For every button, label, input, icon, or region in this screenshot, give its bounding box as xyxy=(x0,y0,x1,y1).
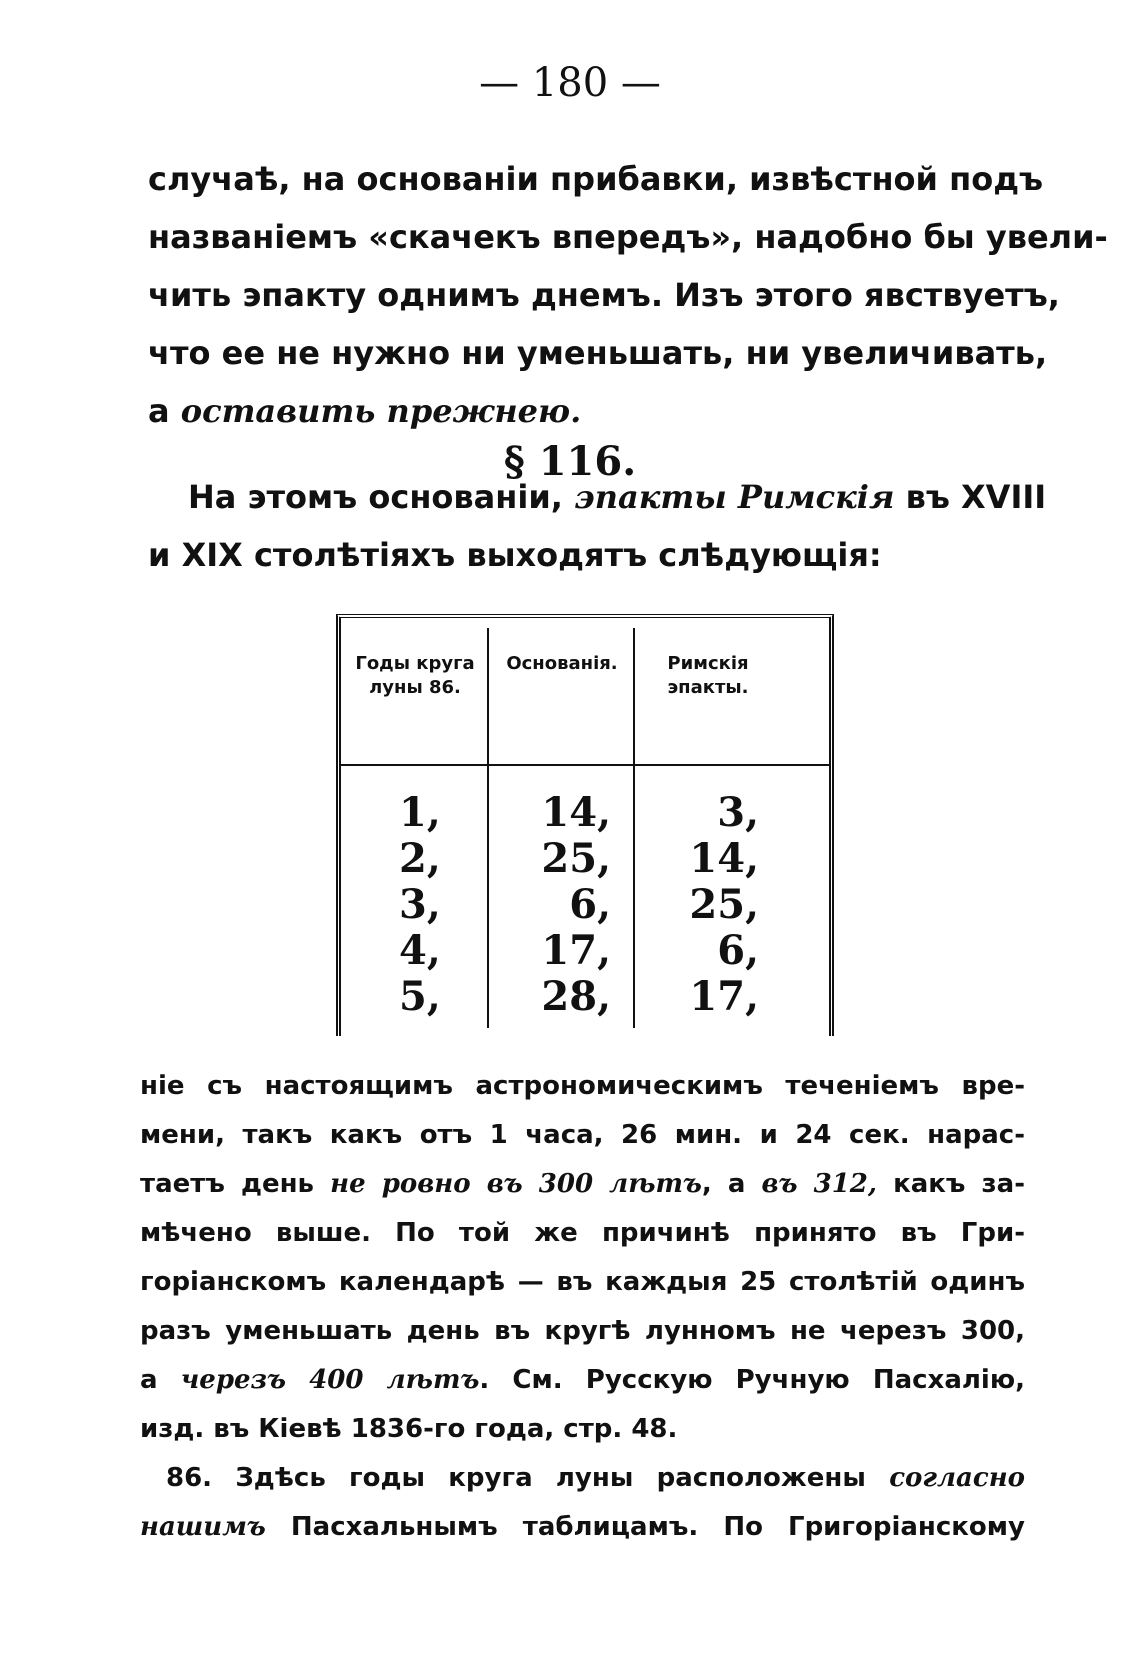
table-cell: 4, xyxy=(399,927,441,974)
footnote-86-line xyxy=(140,1454,1025,1503)
header-line: Римскія xyxy=(667,653,749,674)
text-fragment: а xyxy=(148,392,181,430)
text-fragment: въ XVIII xyxy=(894,478,1047,516)
italic-phrase: оставить прежнею. xyxy=(180,392,582,430)
table-cell: 2, xyxy=(399,835,441,882)
header-line: Основанія. xyxy=(506,653,618,674)
italic-phrase: не ровно въ 300 лѣтъ xyxy=(330,1169,702,1199)
footnote-86-line xyxy=(140,1503,1025,1552)
paragraph-2-line xyxy=(148,468,1047,526)
column-epacts xyxy=(641,790,759,1020)
footnote-line: мени, такъ какъ отъ 1 часа, 26 мин. и 24 сек. нарас- xyxy=(140,1120,1025,1150)
footnote-line: ніе съ настоящимъ астрономическимъ теченіемъ вре- xyxy=(140,1071,1025,1101)
header-roman-epacts xyxy=(635,618,781,764)
table-header xyxy=(341,618,829,766)
footnote-line: горіанскомъ календарѣ — въ каждыя 25 столѣтій одинъ xyxy=(140,1267,1025,1297)
column-years xyxy=(399,790,439,1020)
table-cell: 1, xyxy=(399,789,441,836)
italic-phrase: въ 312, xyxy=(761,1169,877,1199)
header-bases xyxy=(491,618,633,764)
table-cell: 3, xyxy=(717,789,759,836)
italic-phrase: согласно xyxy=(889,1463,1025,1493)
footnote-line: разъ уменьшать день въ кругѣ лунномъ не черезъ 300, xyxy=(140,1316,1025,1346)
section-heading: § 116. xyxy=(503,438,637,485)
table-cell: 3, xyxy=(399,881,441,928)
header-line: луны 86. xyxy=(369,677,461,698)
footnote-line xyxy=(140,1356,1025,1405)
column-divider xyxy=(633,628,635,1028)
text-fragment: . См. Русскую Ручную Пасхалію, xyxy=(479,1365,1025,1395)
epact-table xyxy=(336,614,834,1036)
table-cell: 6, xyxy=(717,927,759,974)
text-fragment: таетъ день xyxy=(140,1169,331,1199)
table-cell: 17, xyxy=(689,973,759,1020)
table-cell: 5, xyxy=(399,973,441,1020)
footnote-block xyxy=(140,1062,1025,1552)
header-line: эпакты. xyxy=(667,677,749,698)
table-cell: 17, xyxy=(541,927,611,974)
table-cell: 14, xyxy=(689,835,759,882)
paragraph-1-line: названіемъ «скачекъ впередъ», надобно бы увели- xyxy=(148,218,1108,256)
table-cell: 6, xyxy=(569,881,611,928)
table-cell: 14, xyxy=(541,789,611,836)
text-fragment: 86. Здѣсь годы круга луны расположены xyxy=(166,1463,890,1493)
paragraph-1 xyxy=(148,150,1108,440)
column-bases xyxy=(501,790,611,1020)
paragraph-1-line: случаѣ, на основаніи прибавки, извѣстной подъ xyxy=(148,160,1044,198)
text-fragment: Пасхальнымъ таблицамъ. По Григоріанскому xyxy=(265,1512,1025,1542)
header-line: Годы круга xyxy=(355,653,475,674)
table-cell: 28, xyxy=(541,973,611,1020)
paragraph-1-line: чить эпакту однимъ днемъ. Изъ этого явствуетъ, xyxy=(148,276,1060,314)
page-number: — 180 — xyxy=(479,60,661,106)
table-cell: 25, xyxy=(541,835,611,882)
text-fragment: какъ за- xyxy=(876,1169,1025,1199)
italic-phrase: нашимъ xyxy=(140,1512,266,1542)
header-lunar-cycle-years xyxy=(341,618,489,764)
table-cell: 25, xyxy=(689,881,759,928)
italic-phrase: эпакты Римскія xyxy=(574,478,895,516)
footnote-line: изд. въ Кіевѣ 1836-го года, стр. 48. xyxy=(140,1414,678,1444)
text-fragment: а xyxy=(140,1365,181,1395)
footnote-line: мѣчено выше. По той же причинѣ принято въ Гри- xyxy=(140,1218,1025,1248)
paragraph-2 xyxy=(148,468,1047,584)
italic-phrase: черезъ 400 лѣтъ xyxy=(180,1365,480,1395)
paragraph-1-line: что ее не нужно ни уменьшать, ни увеличивать, xyxy=(148,334,1048,372)
paragraph-2-line: и XIX столѣтіяхъ выходятъ слѣдующія: xyxy=(148,536,882,574)
text-fragment: На этомъ основаніи, xyxy=(188,478,575,516)
column-divider xyxy=(487,628,489,1028)
footnote-line xyxy=(140,1160,1025,1209)
text-fragment: , а xyxy=(701,1169,762,1199)
